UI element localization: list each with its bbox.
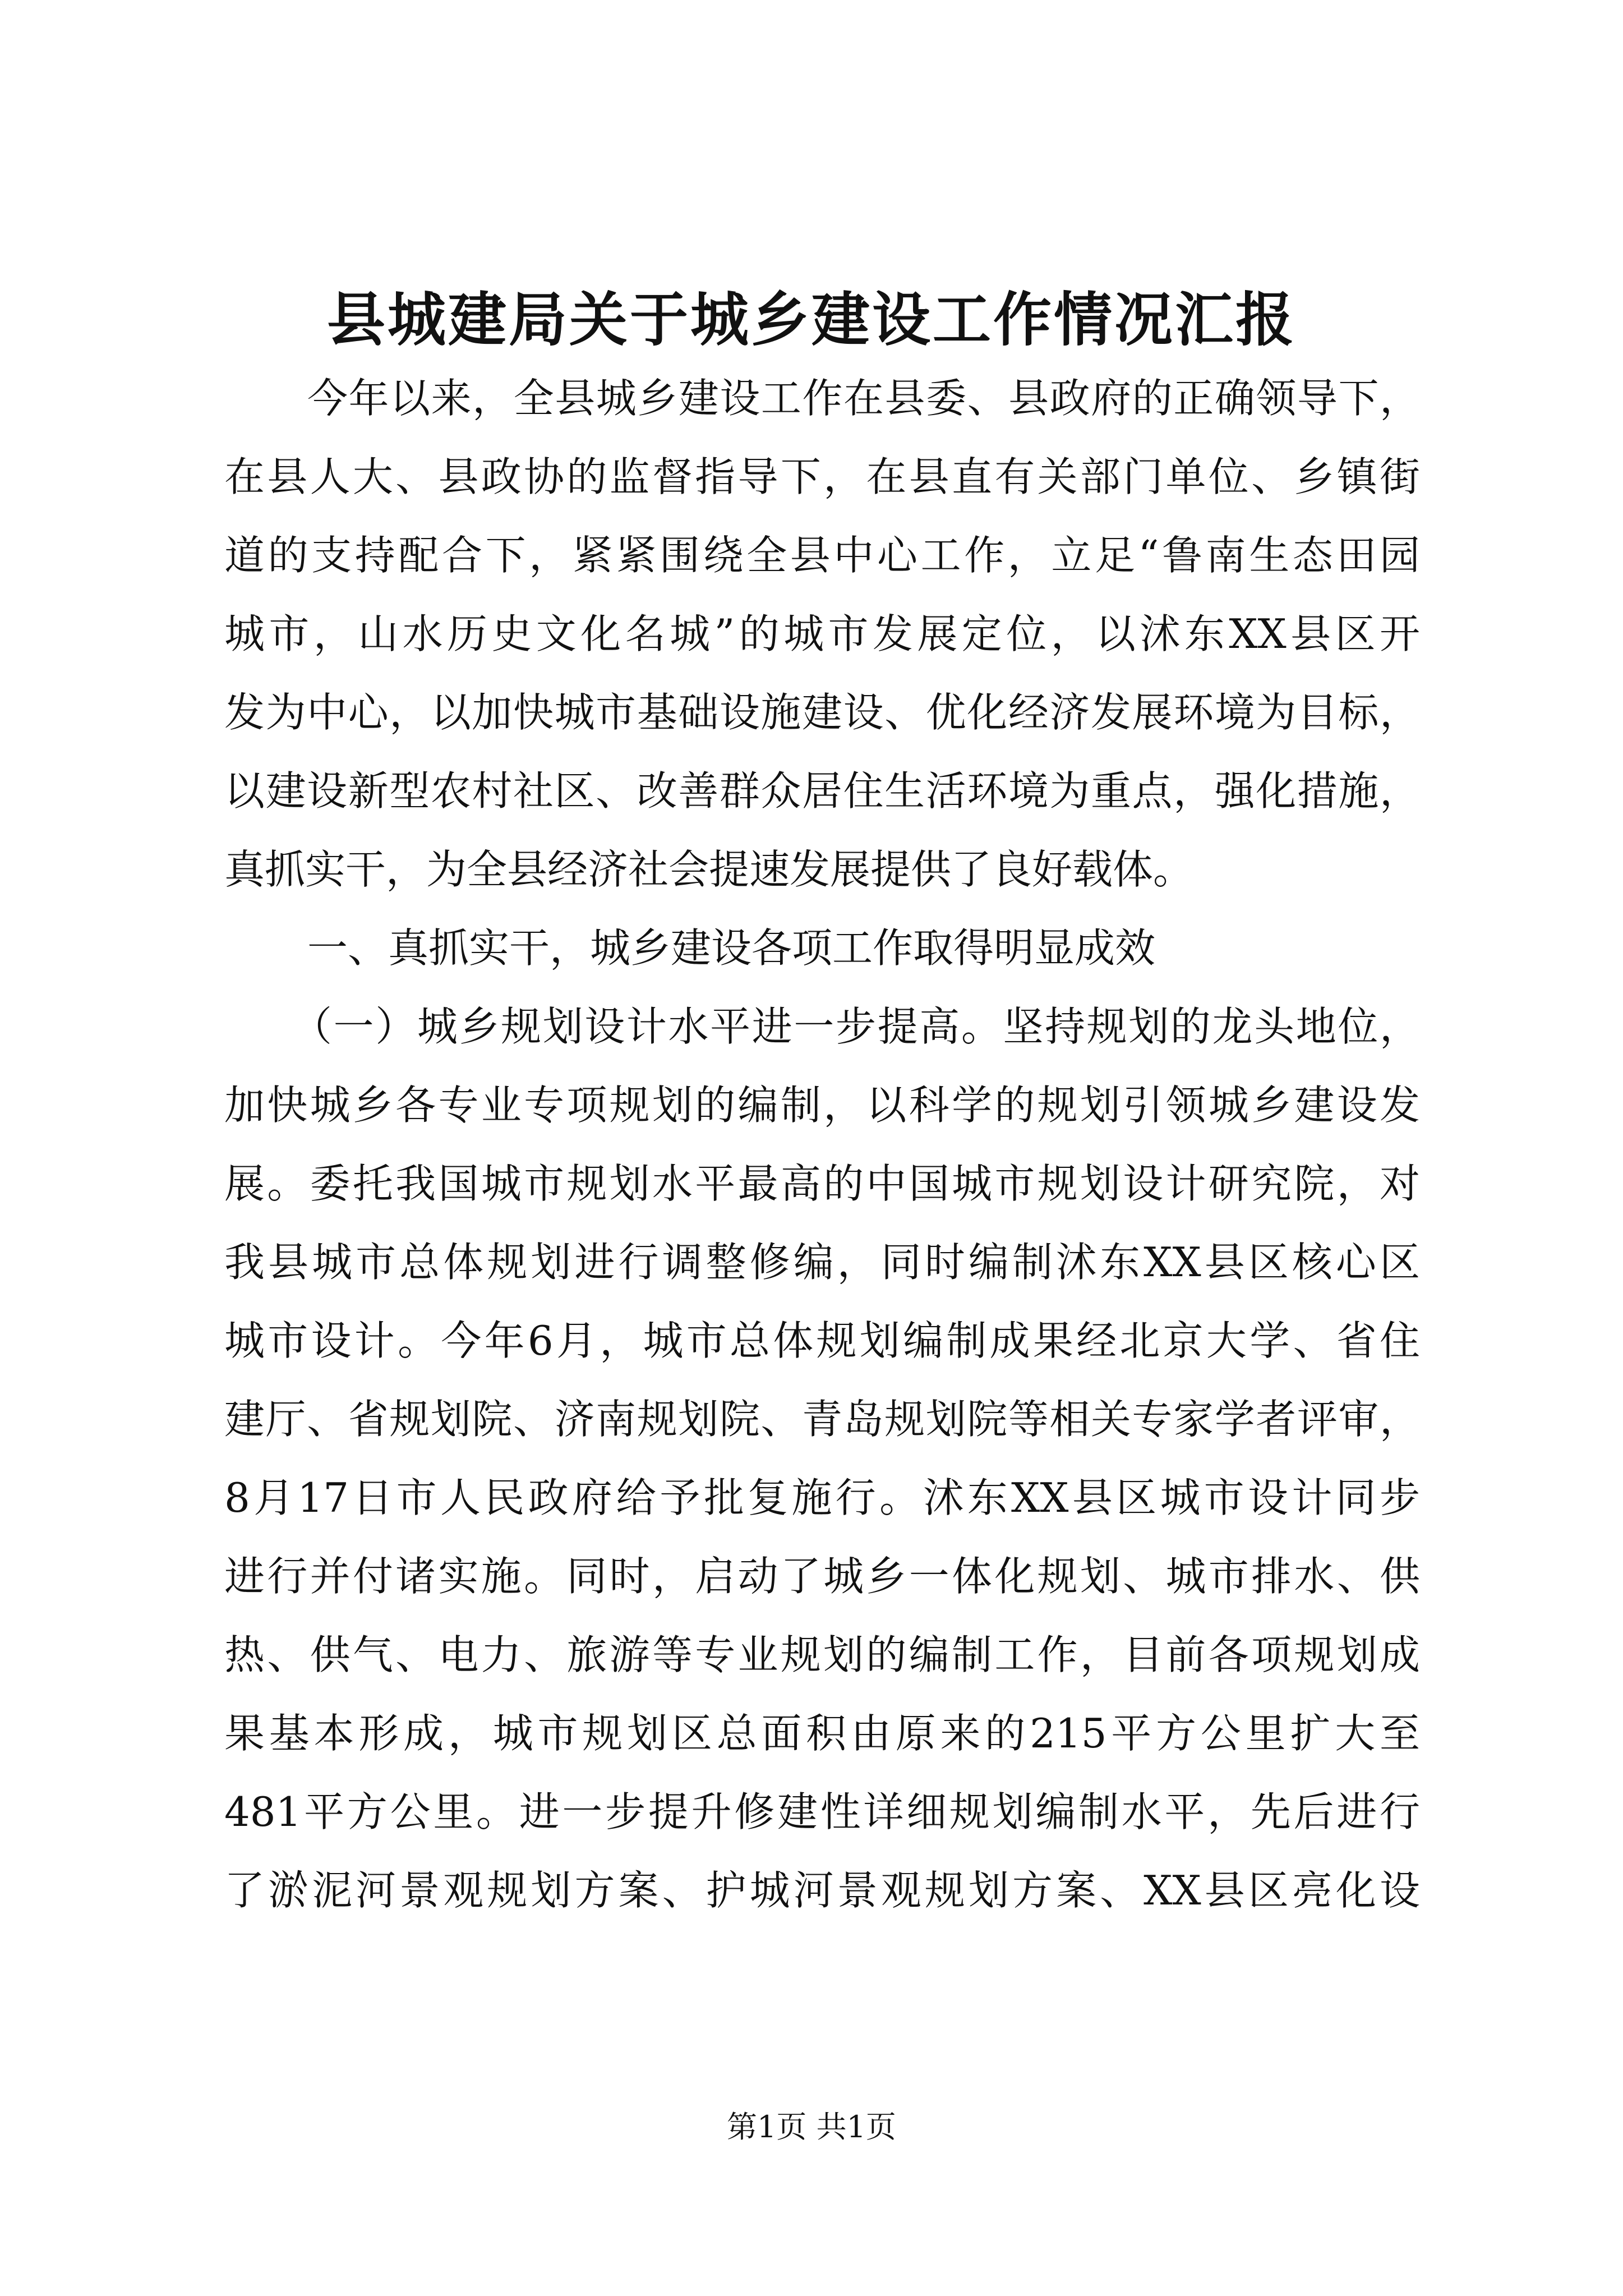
body-line: 展。委托我国城市规划水平最高的中国城市规划设计研究院，对 — [224, 1160, 1420, 1207]
body-line: 真抓实干，为全县经济社会提速发展提供了良好载体。 — [224, 846, 1194, 893]
body-line: 城市设计。今年6月，城市总体规划编制成果经北京大学、省住 — [224, 1317, 1420, 1364]
body-line: 481平方公里。进一步提升修建性详细规划编制水平，先后进行 — [224, 1788, 1420, 1835]
body-line: 建厅、省规划院、济南规划院、青岛规划院等相关专家学者评审， — [224, 1396, 1420, 1443]
body-line: （一）城乡规划设计水平进一步提高。坚持规划的龙头地位， — [292, 1003, 1420, 1050]
page-footer: 第1页 共1页 — [727, 2109, 896, 2145]
section-heading: 一、真抓实干，城乡建设各项工作取得明显成效 — [307, 924, 1156, 972]
body-line: 以建设新型农村社区、改善群众居住生活环境为重点，强化措施， — [224, 767, 1420, 815]
body-line: 今年以来，全县城乡建设工作在县委、县政府的正确领导下， — [307, 375, 1420, 422]
body-line: 我县城市总体规划进行调整修编，同时编制沭东XX县区核心区 — [224, 1239, 1420, 1286]
body-line: 了淤泥河景观规划方案、护城河景观规划方案、XX县区亮化设 — [224, 1867, 1420, 1914]
body-line: 城市，山水历史文化名城”的城市发展定位，以沭东XX县区开 — [224, 610, 1420, 657]
body-line: 在县人大、县政协的监督指导下，在县直有关部门单位、乡镇街 — [224, 453, 1420, 500]
body-line: 8月17日市人民政府给予批复施行。沭东XX县区城市设计同步 — [224, 1474, 1420, 1521]
body-line: 热、供气、电力、旅游等专业规划的编制工作，目前各项规划成 — [224, 1631, 1420, 1678]
document-title: 县城建局关于城乡建设工作情况汇报 — [326, 285, 1296, 354]
body-line: 进行并付诸实施。同时，启动了城乡一体化规划、城市排水、供 — [224, 1553, 1420, 1600]
body-line: 发为中心，以加快城市基础设施建设、优化经济发展环境为目标， — [224, 689, 1420, 736]
body-line: 道的支持配合下，紧紧围绕全县中心工作，立足“鲁南生态田园 — [224, 532, 1420, 579]
body-line: 果基本形成，城市规划区总面积由原来的215平方公里扩大至 — [224, 1710, 1420, 1757]
body-line: 加快城乡各专业专项规划的编制，以科学的规划引领城乡建设发 — [224, 1082, 1420, 1129]
